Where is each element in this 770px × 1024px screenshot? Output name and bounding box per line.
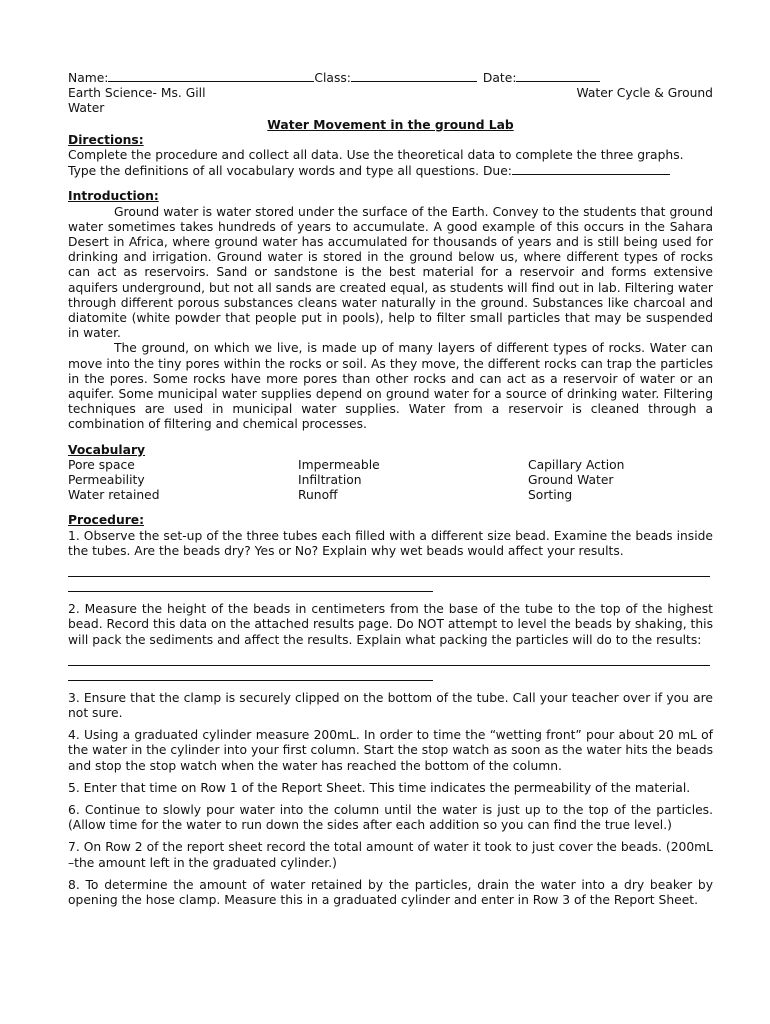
course-name: Earth Science- Ms. Gill [68,86,206,101]
procedure-step-7: 7. On Row 2 of the report sheet record the total amount of water it took to just cover the beads. (200mL –the amount left in the graduated cylinder.) [68,840,713,870]
introduction-heading: Introduction: [68,189,159,204]
procedure-heading: Procedure: [68,513,145,528]
directions-line-2 [68,163,713,179]
date-label: Date: [482,71,517,85]
answer-line[interactable] [68,591,433,592]
answer-line[interactable] [68,665,710,666]
directions-line-1: Complete the procedure and collect all data. Use the theoretical data to complete the three graphs. [68,148,684,163]
header-fields [68,70,713,86]
vocab-word: Sorting [528,488,573,503]
procedure-step-3: 3. Ensure that the clamp is securely clipped on the bottom of the tube. Call your teacher over if you are not sure. [68,690,713,720]
vocab-word: Impermeable [298,457,380,472]
vocab-word: Ground Water [528,473,614,488]
vocab-word: Permeability [68,473,145,488]
directions-heading: Directions: [68,132,144,147]
directions-due-text: Type the definitions of all vocabulary words and type all questions. Due: [68,164,512,179]
procedure-step-4: 4. Using a graduated cylinder measure 200mL. In order to time the “wetting front” pour about 20 mL of the water in the cylinder into your first column. Start the stop watch as soon as the water hits the beads and stop the stop watch when the water has reached the bottom of the column. [68,728,713,773]
page-title: Water Movement in the ground Lab [267,117,514,132]
procedure-step-2: 2. Measure the height of the beads in centimeters from the base of the tube to the top of the highest bead. Record this data on the attached results page. Do NOT attempt to level the beads by shaking, this will pack the sediments and affect the results. Explain what packing the particles will do to the results: [68,602,713,647]
course-row [68,86,713,101]
vocab-word: Capillary Action [528,457,625,472]
vocab-word: Infiltration [298,473,362,488]
vocab-word: Pore space [68,457,135,472]
class-label: Class: [314,71,351,85]
procedure-step-5: 5. Enter that time on Row 1 of the Report Sheet. This time indicates the permeability of the material. [68,780,691,795]
unit-name: Water Cycle & Ground [576,86,713,101]
introduction-paragraph-1: Ground water is water stored under the surface of the Earth. Convey to the students that ground water sometimes takes hundreds of years to accumulate. A good example of this occurs in the Sahara Desert in Africa, where ground water has accumulated for thousands of years and is still being used for drinking and irrigation. Ground water is stored in the ground below us, where different types of rocks can act as reservoirs. Sand or sandstone is the best material for a reservoir and forms extensive aquifers underground, but not all sands are created equal, as students will find out in lab. Filtering water through different porous substances cleans water naturally in the ground. Substances like charcoal and diatomite (white powder that people put in pools), help to filter small particles that may be suspended in water. [68,204,713,341]
answer-line[interactable] [68,680,433,681]
procedure-step-1: 1. Observe the set-up of the three tubes each filled with a different size bead. Examine the beads inside the tubes. Are the beads dry? Yes or No? Explain why wet beads would affect your results. [68,528,713,558]
date-blank[interactable] [516,70,600,82]
name-label: Name: [68,71,109,85]
unit-name-continued: Water [68,101,105,116]
vocabulary-list [68,458,713,504]
procedure-step-6: 6. Continue to slowly pour water into the column until the water is just up to the top of the particles. (Allow time for the water to run down the sides after each addition so you can find the true level.) [68,802,713,833]
vocabulary-heading: Vocabulary [68,442,146,457]
procedure-step-8: 8. To determine the amount of water retained by the particles, drain the water into a dry beaker by opening the hose clamp. Measure this in a graduated cylinder and enter in Row 3 of the Report Sheet. [68,877,713,907]
worksheet-content [68,70,713,908]
answer-line[interactable] [68,576,710,577]
name-blank[interactable] [108,70,314,82]
vocab-word: Runoff [298,488,338,503]
introduction-paragraph-2: The ground, on which we live, is made up of many layers of different types of rocks. Water can move into the tiny pores within the rocks or soil. As they move, the different rocks can trap the particles in the pores. Some rocks have more pores than other rocks and can act as a reservoir of water or an aquifer. Some municipal water supplies depend on ground water for a source of drinking water. Filtering techniques are used in municipal water supplies. Water from a reservoir is cleaned through a combination of filtering and chemical processes. [68,341,713,432]
class-blank[interactable] [351,70,477,82]
vocab-word: Water retained [68,488,160,503]
due-date-blank[interactable] [512,163,670,175]
